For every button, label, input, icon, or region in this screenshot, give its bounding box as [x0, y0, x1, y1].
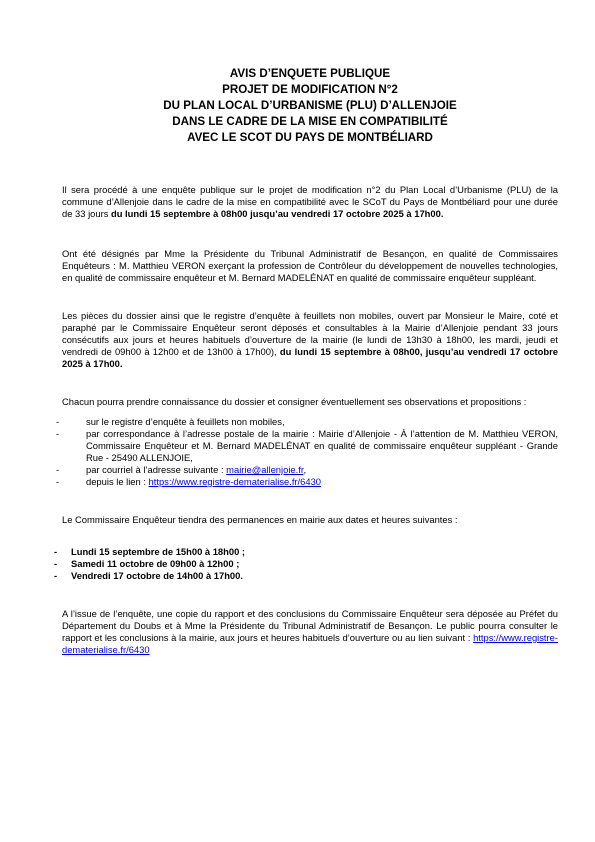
notice-title	[62, 66, 558, 146]
paragraph-documents	[62, 310, 558, 370]
paragraph-text: Chacun pourra prendre connaissance du dossier et consigner éventuellement ses observations et propositions :	[62, 396, 527, 407]
list-dash: -	[54, 546, 58, 557]
list-dash: -	[54, 570, 58, 581]
list-item-text: sur le registre d’enquête à feuillets non mobiles,	[86, 416, 285, 427]
registry-link[interactable]: https://www.registre-dematerialise.fr/6430	[62, 632, 558, 655]
list-item-text: Vendredi 17 octobre de 14h00 à 17h00.	[71, 570, 243, 581]
list-item	[56, 416, 558, 428]
paragraph-enquiry-dates	[62, 184, 558, 220]
list-dash: -	[56, 428, 60, 439]
list-dash: -	[56, 416, 60, 427]
paragraph-text: Les pièces du dossier ainsi que le registre d’enquête à feuillets non mobiles, ouvert par Monsieur le Maire, coté et paraphé par le Commissaire Enquêteur seront déposés et consultables à la Mairie d’Allenjoie pendant 33 jours consécutifs aux jours et heures habituels d’ouverture de la mairie (le lundi de 13h30 à 18h00, les mardi, jeudi et vendredi de 09h00 à 12h00 et de 13h00 à 17h00),	[62, 310, 558, 357]
title-line-4: DANS LE CADRE DE LA MISE EN COMPATIBILITÉ	[172, 115, 448, 128]
list-item-text: Samedi 11 octobre de 09h00 à 12h00 ;	[71, 558, 240, 569]
paragraph-bold-dates: du lundi 15 septembre à 08h00, jusqu’au vendredi 17 octobre 2025 à 17h00.	[62, 346, 558, 369]
notice-page	[54, 66, 558, 656]
list-item	[54, 570, 558, 582]
list-dash: -	[54, 558, 58, 569]
title-line-2: PROJET DE MODIFICATION N°2	[222, 83, 398, 96]
list-item-text: par courriel à l’adresse suivante :	[86, 464, 227, 475]
list-item-text: par correspondance à l’adresse postale de la mairie : Mairie d’Allenjoie - À l’attention de M. Matthieu VERON, Commissaire Enquêteur et M. Bernard MADELÉNAT en qualité de commissaire enquêteur suppléant - Grande Rue - 25490 ALLENJOIE,	[86, 428, 558, 463]
title-line-1: AVIS D’ENQUETE PUBLIQUE	[229, 67, 391, 80]
list-item-text: depuis le lien :	[86, 476, 149, 487]
paragraph-permanences-intro	[62, 514, 558, 526]
list-item-text: Lundi 15 septembre de 15h00 à 18h00 ;	[71, 546, 246, 557]
title-line-3: DU PLAN LOCAL D’URBANISME (PLU) D’ALLENJOIE	[163, 99, 457, 112]
list-dash: -	[56, 476, 60, 487]
paragraph-conclusion	[62, 608, 558, 656]
paragraph-text: Le Commissaire Enquêteur tiendra des permanences en mairie aux dates et heures suivantes :	[62, 514, 458, 525]
list-item	[56, 476, 558, 488]
list-item-tail: ,	[303, 464, 307, 475]
observations-list	[56, 416, 558, 488]
list-item	[54, 558, 558, 570]
list-dash: -	[56, 464, 60, 475]
paragraph-text: Ont été désignés par Mme la Présidente du Tribunal Administratif de Besançon, en qualité de Commissaires Enquêteurs : M. Matthieu VERON exerçant la profession de Contrôleur du développement de nouvelles technologies, en qualité de commissaire enquêteur et M. Bernard MADELÉNAT en qualité de commissaire enquêteur suppléant.	[62, 248, 558, 283]
list-item	[56, 464, 558, 476]
title-line-5: AVEC LE SCOT DU PAYS DE MONTBÉLIARD	[187, 131, 433, 144]
list-item	[54, 546, 558, 558]
registry-link[interactable]: https://www.registre-dematerialise.fr/6430	[148, 476, 322, 487]
paragraph-commissioners	[62, 248, 558, 284]
permanences-list	[54, 546, 558, 582]
paragraph-text: Il sera procédé à une enquête publique sur le projet de modification n°2 du Plan Local d’Urbanisme (PLU) de la commune d’Allenjoie dans le cadre de la mise en compatibilité avec le SCoT du Pays de Montbéliard pour une durée de 33 jours	[62, 184, 558, 219]
paragraph-bold-dates: du lundi 15 septembre à 08h00 jusqu’au vendredi 17 octobre 2025 à 17h00.	[111, 208, 444, 219]
paragraph-observations-intro	[62, 396, 558, 408]
paragraph-text: A l’issue de l’enquête, une copie du rapport et des conclusions du Commissaire Enquêteur sera déposée au Préfet du Département du Doubs et à Mme la Présidente du Tribunal Administratif de Besançon. Le public pourra consulter le rapport et les conclusions à la mairie, aux jours et heures habituels d’ouverture ou au lien suivant :	[62, 608, 558, 643]
email-link[interactable]: mairie@allenjoie.fr	[226, 464, 304, 475]
list-item	[56, 428, 558, 464]
